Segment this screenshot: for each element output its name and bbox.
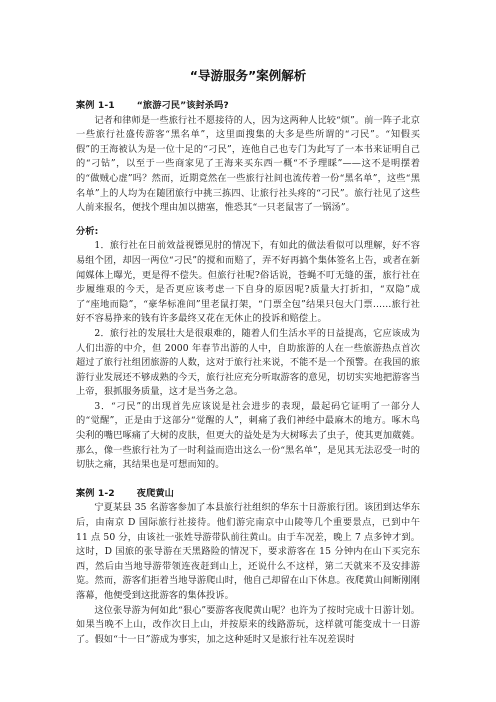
case-number: 案例 1-2 <box>76 487 115 499</box>
document-title: “导游服务”案例解析 <box>189 68 307 83</box>
document-body <box>76 99 420 647</box>
case-intro-paragraph: 记者和律师是一些旅行社不愿接待的人，因为这两种人比较“烦”。前一阵子北京一些旅行社盛传游客“黑名单”，这里面搜集的大多是些所谓的“刁民”。“知假买假”的王海被认为是一位十足的“刁民”，连他自己也专门为此写了一本书来证明自己的“刁钻”，以至于一些商家见了王海来买东西一概“不予理睬”——这不是明摆着的“做贼心虚”吗？然而，近期竟然在一些旅行社间也流传着一份“黑名单”，这些“黑名单”上的人均为在随团旅行中挑三拣四、让旅行社头疼的“刁民”。旅行社见了这些人前来报名，便找个理由加以搪塞，惟恐其“一只老鼠害了一锅汤”。 <box>76 114 420 214</box>
case-name: “旅游刁民”该封杀吗? <box>136 100 229 111</box>
analysis-paragraph-3: 3．“刁民”的出现首先应该说是社会进步的表现，最起码它证明了一部分人的“觉醒”，正是由于这部分“觉醒的人”，刺痛了我们神经中最麻木的地方。啄木鸟尖利的嘴巴啄痛了大树的皮肤，但更大的益处是为大树啄去了虫子，使其更加葳蕤。那么，像一些旅行社为了一时利益而造出这么一份“黑名单”，是见其无法忍受一时的切肤之痛，其结果也是可想而知的。 <box>76 400 420 471</box>
case-heading-1-1 <box>76 99 420 114</box>
analysis-heading: 分析: <box>76 225 99 237</box>
case-heading-1-2 <box>76 487 420 502</box>
case-paragraph-2: 这位张导游为何如此“狠心”要游客夜爬黄山呢？也许为了按时完成十日游计划。如果当晚不上山，改作次日上山，并按原来的线路游玩，这样就可能变成十一日游了。假如“十一日”游成为事实，加之这种延时又是旅行社车况差误时 <box>76 604 420 645</box>
case-name: 夜爬黄山 <box>136 487 174 499</box>
analysis-paragraph-2: 2．旅行社的发展壮大是很艰难的，随着人们生活水平的日益提高，它应该成为人们出游的中介，但 2000 年春节出游的人中，自助旅游的人在一些旅游热点首次超过了旅行社组团旅游的人数，这对于旅行社来说，不能不是一个预警。在我国的旅游行业发展还不够成熟的今天，旅行社应充分听取游客的意见，切切实实地把游客当上帝，狠抓服务质量，这才是当务之急。 <box>76 327 420 398</box>
analysis-paragraph-1: 1．旅行社在日前效益视镖见肘的情况下，有如此的做法看似可以理解，好不容易组个团，却因一两位“刁民”的搅和而赔了，弄不好再搞个集体签名上告，或者在新闻媒体上曝光，更是得不偿失。但旅行社呢?俗话说，苍蝇不叮无缝的蛋，旅行社在步履维艰的今天，是否更应该考虑一下自身的原因呢?质量大打折扣，“双隐”成了“座地而隐”，“豪华标准间”里老鼠打架，“门票全包”结果只包大门票……旅行社好不容易挣来的钱有许多最终又花在无休止的投诉和赔偿上。 <box>76 240 420 325</box>
case-paragraph-1: 宁夏某县 35 名游客参加了本县旅行社组织的华东十日游旅行团。该团到达华东后，由南京 D 国际旅行社接待。他们游完南京中山陵等几个重要景点，已到中午 11 点 50 分，由该社一张姓导游带队前往黄山。由于车况差，晚上 7 点多钟才到。这时，D 国旅的张导游在天黑路险的情况下，要求游客在 15 分钟内在山下买完东西，然后由当地导游带领连夜赶到山上，还说什么不这样，第二天就来不及安排游览。然而，游客们拒着当地导游爬山时，他自己却留在山下休息。夜爬黄山间断刚刚落幕，他便受到这批游客的集体投诉。 <box>76 502 420 601</box>
case-number: 案例 1-1 <box>76 100 115 111</box>
